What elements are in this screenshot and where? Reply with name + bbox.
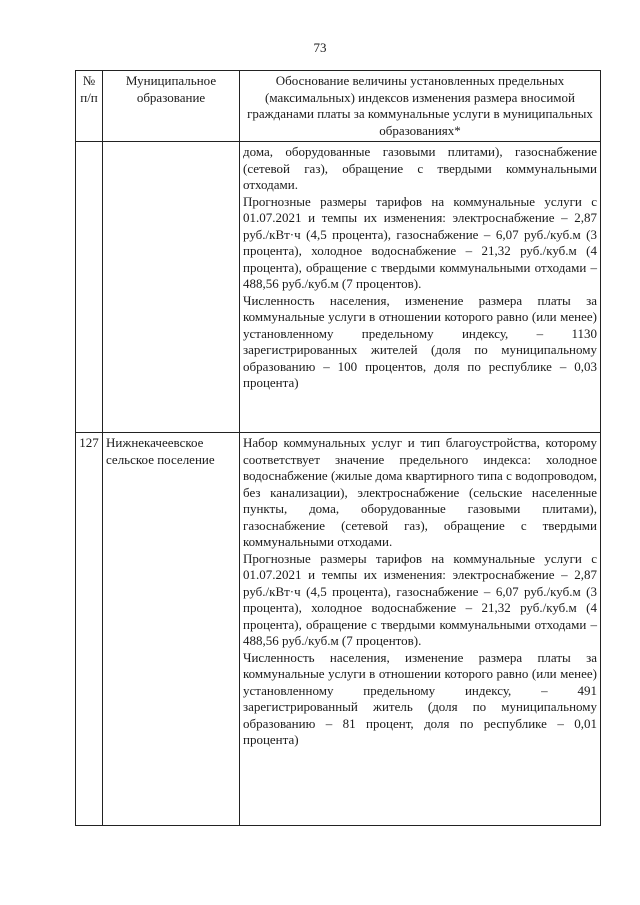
header-municipality: Муниципальное образование (103, 71, 240, 142)
justification-paragraph: Прогнозные размеры тарифов на коммунальные услуги с 01.07.2021 и темпы их изменения: электроснабжение – 2,87 руб./кВт·ч (4,5 процента), газоснабжение – 6,07 руб./куб.м (3 процента), холодное водоснабжение – 21,32 руб./куб.м (4 процента), обращение с твердыми коммунальными отходами – 488,56 руб./куб.м (7 процентов). (243, 550, 597, 648)
row-municipality: Нижнекачеевское сельское поселение (103, 433, 240, 826)
header-num: № п/п (76, 71, 103, 142)
justification-paragraph: Прогнозные размеры тарифов на коммунальные услуги с 01.07.2021 и темпы их изменения: электроснабжение – 2,87 руб./кВт·ч (4,5 процента), газоснабжение – 6,07 руб./куб.м (3 процента), холодное водоснабжение – 21,32 руб./куб.м (4 процента), обращение с твердыми коммунальными отходами – 488,56 руб./куб.м (7 процентов). (243, 193, 597, 291)
justification-paragraph: Набор коммунальных услуг и тип благоустройства, которому соответствует значение предельного индекса: холодное водоснабжение (жилые дома квартирного типа с водопроводом, без канализации), электроснабжение (сельские населенные пункты, дома, оборудованные газовыми плитами), газоснабжение (сетевой газ), обращение с твердыми коммунальными отходами. (243, 435, 597, 549)
row-num (76, 142, 103, 433)
justification-paragraph: Численность населения, изменение размера платы за коммунальные услуги в отношении которого равно (или менее) установленному предельному индексу, – 1130 зарегистрированных жителей (доля по муниципальному образованию – 100 процентов, доля по республике – 0,03 процента) (243, 292, 597, 390)
justification-paragraph: дома, оборудованные газовыми плитами), газоснабжение (сетевой газ), обращение с твердыми коммунальными отходами. (243, 144, 597, 192)
row-municipality (103, 142, 240, 433)
row-justification (240, 433, 601, 826)
header-justification: Обоснование величины установленных предельных (максимальных) индексов изменения размера вносимой гражданами платы за коммунальные услуги в муниципальных образованиях* (240, 71, 601, 142)
row-justification (240, 142, 601, 433)
tariff-justification-table (75, 70, 601, 826)
page-number: 73 (313, 40, 327, 55)
table-row (76, 433, 601, 826)
justification-paragraph: Численность населения, изменение размера платы за коммунальные услуги в отношении которого равно (или менее) установленному предельному индексу, – 491 зарегистрированный житель (доля по муниципальному образованию – 81 процент, доля по республике – 0,01 процента) (243, 649, 597, 747)
table-row (76, 142, 601, 433)
table-header-row (76, 71, 601, 142)
row-num: 127 (76, 433, 103, 826)
